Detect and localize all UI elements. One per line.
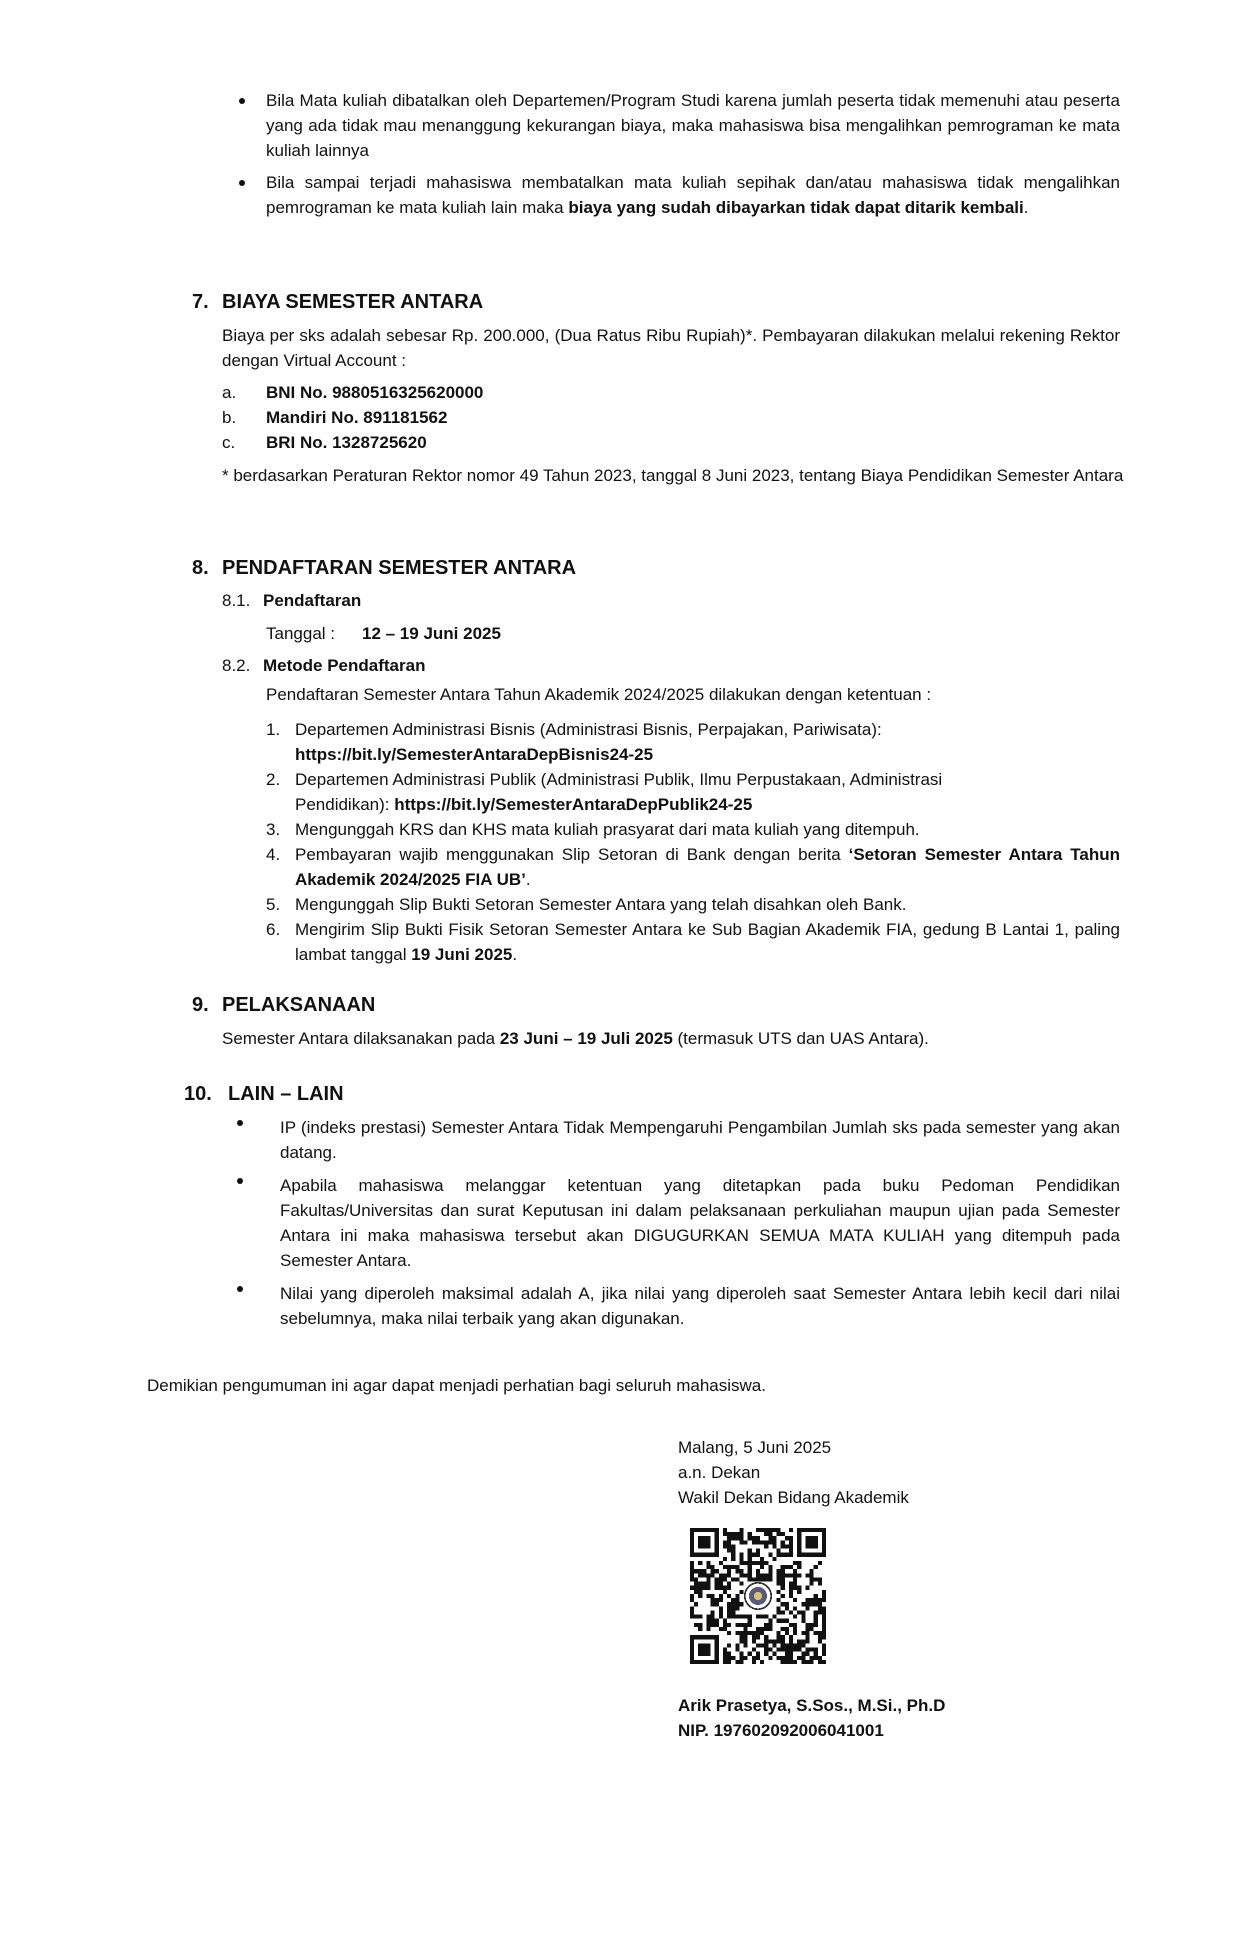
qr-code-signature <box>690 1528 826 1664</box>
bullet-text-end: . <box>1023 198 1029 217</box>
registration-intro: Pendaftaran Semester Antara Tahun Akademik 2024/2025 dilakukan dengan ketentuan : <box>266 685 932 704</box>
bullet-icon <box>237 1178 243 1184</box>
item-number: 2. <box>266 770 281 789</box>
item-text: Departemen Administrasi Bisnis (Administrasi Bisnis, Perpajakan, Pariwisata): <box>295 720 882 739</box>
section7-title: BIAYA SEMESTER ANTARA <box>222 291 484 313</box>
place-date: Malang, 5 Juni 2025 <box>678 1438 832 1457</box>
section8-title: PENDAFTARAN SEMESTER ANTARA <box>222 557 577 579</box>
account-bri: BRI No. 1328725620 <box>266 433 427 452</box>
list-item-6 <box>295 917 1120 967</box>
account-bni: BNI No. 9880516325620000 <box>266 383 484 402</box>
section10-title: LAIN – LAIN <box>228 1083 344 1105</box>
item-number: 5. <box>266 895 281 914</box>
section10-bullet-2: Apabila mahasiswa melanggar ketentuan yang ditetapkan pada buku Pedoman Pendidikan Fakultas/Universitas dan surat Keputusan ini dalam pelaksanaan perkuliahan maupun ujian pada Semester Antara ini maka mahasiswa tersebut akan DIGUGURKAN SEMUA MATA KULIAH yang ditempuh pada Semester Antara. <box>280 1176 1120 1270</box>
list-item-2 <box>295 767 1120 817</box>
payment-reference: ‘Setoran Semester Antara Tahun Akademik 2024/2025 FIA UB’ <box>295 845 1120 889</box>
list-item-3: Mengunggah KRS dan KHS mata kuliah prasyarat dari mata kuliah yang ditempuh. <box>295 820 920 839</box>
item-number: 3. <box>266 820 281 839</box>
signatory-name: Arik Prasetya, S.Sos., M.Si., Ph.D <box>678 1696 946 1715</box>
section9-text-end: (termasuk UTS dan UAS Antara). <box>672 1029 929 1048</box>
bullet-text: Bila sampai terjadi mahasiswa membatalkan mata kuliah sepihak dan/atau mahasiswa tidak mengalihkan pemrograman ke mata kuliah lain maka <box>266 173 1120 217</box>
section7-number: 7. <box>192 291 209 313</box>
signatory-nip: NIP. 197602092006041001 <box>678 1721 884 1740</box>
account-mandiri: Mandiri No. 891181562 <box>266 408 448 427</box>
item-number: 1. <box>266 720 281 739</box>
item-text: . <box>525 870 531 889</box>
top-bullet-1: Bila Mata kuliah dibatalkan oleh Departemen/Program Studi karena jumlah peserta tidak memenuhi atau peserta yang ada tidak mau menanggung kekurangan biaya, maka mahasiswa bisa mengalihkan pemrograman ke mata kuliah lainnya <box>266 91 1120 160</box>
closing-sentence: Demikian pengumuman ini agar dapat menjadi perhatian bagi seluruh mahasiswa. <box>147 1376 766 1395</box>
bullet-icon <box>237 1120 243 1126</box>
section7-note: * berdasarkan Peraturan Rektor nomor 49 Tahun 2023, tanggal 8 Juni 2023, tentang Biaya Pendidikan Semester Antara <box>222 466 1124 485</box>
section9-text <box>222 1026 929 1051</box>
implementation-dates: 23 Juni – 19 Juli 2025 <box>499 1029 673 1048</box>
subsection-8-1-title: Pendaftaran <box>263 591 362 610</box>
bisnis-registration-link[interactable]: https://bit.ly/SemesterAntaraDepBisnis24-25 <box>295 745 654 764</box>
list-item-1 <box>295 717 1120 767</box>
section9-text-start: Semester Antara dilaksanakan pada <box>222 1029 500 1048</box>
bullet-icon <box>239 98 245 104</box>
item-text: Pembayaran wajib menggunakan Slip Setoran di Bank dengan berita <box>295 845 849 864</box>
item-text: Departemen Administrasi Publik (Administrasi Publik, Ilmu Perpustakaan, Administrasi <box>295 770 943 789</box>
section7-paragraph: Biaya per sks adalah sebesar Rp. 200.000, (Dua Ratus Ribu Rupiah)*. Pembayaran dilakukan melalui rekening Rektor dengan Virtual Account : <box>222 326 1120 370</box>
section8-number: 8. <box>192 557 209 579</box>
signatory-position: Wakil Dekan Bidang Akademik <box>678 1488 909 1507</box>
date-label: Tanggal : <box>266 624 335 643</box>
top-bullet-2 <box>266 170 1120 220</box>
item-number: 4. <box>266 845 281 864</box>
item-text: . <box>512 945 518 964</box>
publik-registration-link[interactable]: https://bit.ly/SemesterAntaraDepPublik24-25 <box>394 795 753 814</box>
bullet-icon <box>239 180 245 186</box>
deadline-date: 19 Juni 2025 <box>411 945 513 964</box>
account-letter: c. <box>222 433 236 452</box>
item-text: Pendidikan): <box>295 795 395 814</box>
section9-title: PELAKSANAAN <box>222 994 376 1016</box>
date-value: 12 – 19 Juni 2025 <box>362 624 501 643</box>
section10-number: 10. <box>184 1083 212 1105</box>
list-item-5: Mengunggah Slip Bukti Setoran Semester Antara yang telah disahkan oleh Bank. <box>295 895 907 914</box>
bullet-icon <box>237 1286 243 1292</box>
on-behalf: a.n. Dekan <box>678 1463 761 1482</box>
section10-bullet-3: Nilai yang diperoleh maksimal adalah A, jika nilai yang diperoleh saat Semester Antara lebih kecil dari nilai sebelumnya, maka nilai terbaik yang akan digunakan. <box>280 1284 1120 1328</box>
subsection-8-2-number: 8.2. <box>222 656 251 675</box>
subsection-8-1-number: 8.1. <box>222 591 251 610</box>
account-letter: b. <box>222 408 237 427</box>
subsection-8-2-title: Metode Pendaftaran <box>263 656 426 675</box>
section9-number: 9. <box>192 994 209 1016</box>
account-letter: a. <box>222 383 237 402</box>
item-number: 6. <box>266 920 281 939</box>
bullet-bold-text: biaya yang sudah dibayarkan tidak dapat ditarik kembali <box>568 198 1024 217</box>
item-text: Mengirim Slip Bukti Fisik Setoran Semester Antara ke Sub Bagian Akademik FIA, gedung B Lantai 1, paling lambat tanggal <box>295 920 1120 964</box>
section10-bullet-1: IP (indeks prestasi) Semester Antara Tidak Mempengaruhi Pengambilan Jumlah sks pada semester yang akan datang. <box>280 1118 1120 1162</box>
list-item-4 <box>295 842 1120 892</box>
